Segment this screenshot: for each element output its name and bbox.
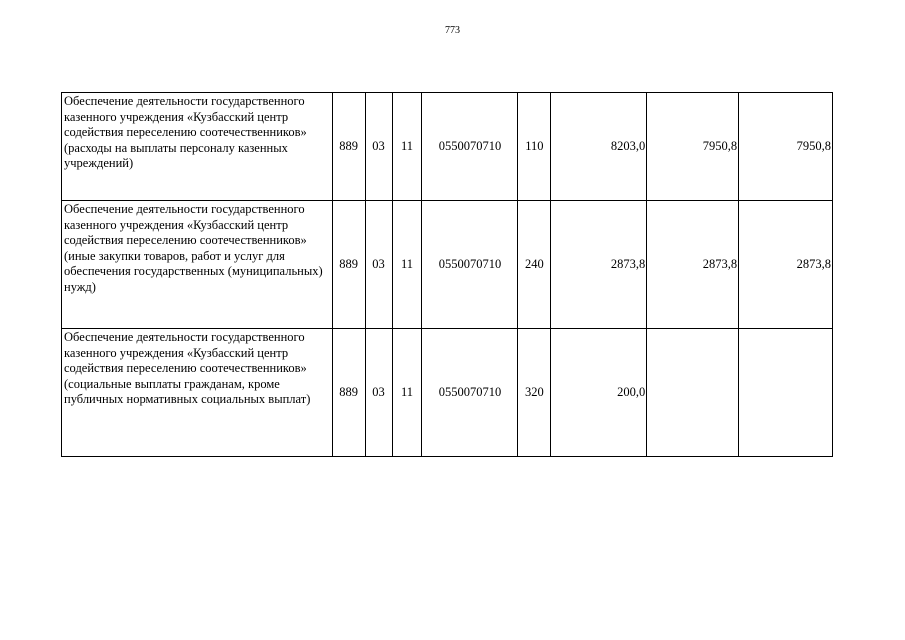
table-row — [62, 329, 833, 457]
table-row — [62, 93, 833, 201]
budget-table — [61, 92, 833, 457]
cell-amount-3 — [739, 329, 833, 457]
cell-csr: 0550070710 — [422, 329, 518, 457]
cell-rz: 03 — [365, 329, 392, 457]
cell-amount-2: 7950,8 — [647, 93, 739, 201]
cell-csr: 0550070710 — [422, 93, 518, 201]
cell-ved: 889 — [332, 329, 365, 457]
cell-amount-2: 2873,8 — [647, 201, 739, 329]
cell-amount-1: 200,0 — [551, 329, 647, 457]
cell-rz: 03 — [365, 93, 392, 201]
cell-pr: 11 — [392, 329, 422, 457]
row-description: Обеспечение деятельности государственного казенного учреждения «Кузбасский центр содействия переселению соотечественников» (иные закупки товаров, работ и услуг для обеспечения государственных (муниципальных) нужд) — [62, 201, 333, 329]
page-number: 773 — [445, 25, 460, 36]
cell-pr: 11 — [392, 93, 422, 201]
cell-rz: 03 — [365, 201, 392, 329]
cell-amount-3: 7950,8 — [739, 93, 833, 201]
cell-amount-1: 8203,0 — [551, 93, 647, 201]
cell-vr: 110 — [518, 93, 551, 201]
cell-vr: 240 — [518, 201, 551, 329]
cell-vr: 320 — [518, 329, 551, 457]
table-row — [62, 201, 833, 329]
row-description: Обеспечение деятельности государственного казенного учреждения «Кузбасский центр содействия переселению соотечественников» (социальные выплаты гражданам, кроме публичных нормативных социальных выплат) — [62, 329, 333, 457]
cell-csr: 0550070710 — [422, 201, 518, 329]
cell-ved: 889 — [332, 93, 365, 201]
row-description: Обеспечение деятельности государственного казенного учреждения «Кузбасский центр содействия переселению соотечественников» (расходы на выплаты персоналу казенных учреждений) — [62, 93, 333, 201]
cell-ved: 889 — [332, 201, 365, 329]
cell-amount-2 — [647, 329, 739, 457]
cell-pr: 11 — [392, 201, 422, 329]
cell-amount-3: 2873,8 — [739, 201, 833, 329]
cell-amount-1: 2873,8 — [551, 201, 647, 329]
